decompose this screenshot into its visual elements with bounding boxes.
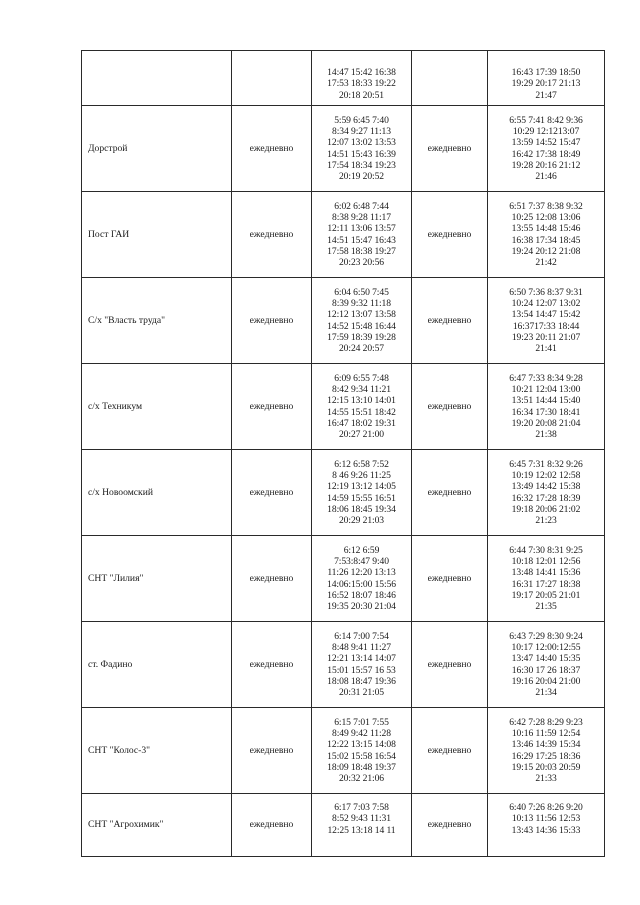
departure-times-line: 18:06 18:45 19:34 <box>327 503 396 515</box>
departure-times-line: 16:32 17:28 18:39 <box>511 492 581 504</box>
days-return-cell: ежедневно <box>412 708 488 794</box>
departure-times-line: 6:47 7:33 8:34 9:28 <box>509 372 583 384</box>
days-forward-cell: ежедневно <box>232 622 312 708</box>
times-return-cell <box>488 794 605 857</box>
schedule-row <box>82 536 605 622</box>
departure-times-line: 12:21 13:14 14:07 <box>327 653 396 665</box>
departure-times-line: 6:51 7:37 8:38 9:32 <box>509 200 583 212</box>
departure-times-line: 13:48 14:41 15:36 <box>511 567 581 579</box>
times-return-cell <box>488 51 605 106</box>
departure-times-line: 14:59 15:55 16:51 <box>327 492 396 504</box>
departure-times-line: 14:55 15:51 18:42 <box>327 406 396 418</box>
schedule-row <box>82 278 605 364</box>
departure-times-line: 20:23 20:56 <box>338 257 384 269</box>
departure-times-line: 13:49 14:42 15:38 <box>511 481 581 493</box>
times-return-cell <box>488 364 605 450</box>
departure-times-line: 10:13 11:56 12:53 <box>511 813 581 825</box>
departure-times-line: 16:38 17:34 18:45 <box>511 234 581 246</box>
departure-times-line: 20:24 20:57 <box>338 343 384 355</box>
departure-times-line: 20:29 21:03 <box>338 515 384 527</box>
departure-times-line: 12:15 13:10 14:01 <box>327 395 396 407</box>
days-return-cell: ежедневно <box>412 794 488 857</box>
times-forward-cell <box>312 192 412 278</box>
days-forward-cell: ежедневно <box>232 278 312 364</box>
days-return-cell <box>412 51 488 106</box>
departure-times-line: 10:24 12:07 13:02 <box>511 297 581 309</box>
days-forward-cell: ежедневно <box>232 450 312 536</box>
departure-times-line: 13:54 14:47 15:42 <box>511 309 581 321</box>
stop-name-cell: Дорстрой <box>82 106 232 192</box>
days-return-cell: ежедневно <box>412 192 488 278</box>
schedule-body <box>82 51 605 857</box>
departure-times-line: 6:50 7:36 8:37 9:31 <box>509 286 583 298</box>
departure-times-line: 14:51 15:47 16:43 <box>327 234 396 246</box>
stop-name-cell: с/х Техникум <box>82 364 232 450</box>
times-forward-cell <box>312 450 412 536</box>
departure-times-line: 14:51 15:43 16:39 <box>327 148 396 160</box>
departure-times-line: 17:58 18:38 19:27 <box>327 245 396 257</box>
departure-times-line: 8:49 9:42 11:28 <box>332 727 391 739</box>
stop-name-cell: СНТ "Агрохимик" <box>82 794 232 857</box>
schedule-row <box>82 794 605 857</box>
departure-times-line: 10:29 12:1213:07 <box>512 125 580 137</box>
departure-times-line: 8:48 9:41 11:27 <box>332 641 391 653</box>
times-forward-cell <box>312 708 412 794</box>
stop-name-cell: СНТ "Колос-3" <box>82 708 232 794</box>
days-return-cell: ежедневно <box>412 536 488 622</box>
stop-name-cell: с/х Новоомский <box>82 450 232 536</box>
departure-times-line: 12:12 13:07 13:58 <box>327 309 396 321</box>
bus-schedule-table <box>81 50 605 857</box>
departure-times-line: 21:35 <box>535 601 557 613</box>
stop-name-cell: СНТ "Лилия" <box>82 536 232 622</box>
days-return-cell: ежедневно <box>412 278 488 364</box>
schedule-row <box>82 364 605 450</box>
stop-name-cell: ст. Фадино <box>82 622 232 708</box>
departure-times-line: 11:26 12:20 13:13 <box>327 567 396 579</box>
departure-times-line: 16:30 17 26 18:37 <box>511 664 581 676</box>
departure-times-line: 5:59 6:45 7:40 <box>334 114 389 126</box>
days-return-cell: ежедневно <box>412 106 488 192</box>
departure-times-line: 13:47 14:40 15:35 <box>511 653 581 665</box>
departure-times-line: 16:29 17:25 18:36 <box>511 750 581 762</box>
departure-times-line: 16:47 18:02 19:31 <box>327 417 396 429</box>
departure-times-line: 8:34 9:27 11:13 <box>332 125 391 137</box>
departure-times-line: 21:46 <box>535 171 557 183</box>
departure-times-line: 19:20 20:08 21:04 <box>511 417 581 429</box>
departure-times-line: 21:33 <box>535 773 557 785</box>
departure-times-line: 6:15 7:01 7:55 <box>334 716 389 728</box>
departure-times-line: 8:38 9:28 11:17 <box>332 211 391 223</box>
times-return-cell <box>488 708 605 794</box>
departure-times-line: 12:19 13:12 14:05 <box>327 481 396 493</box>
departure-times-line: 20:19 20:52 <box>338 171 384 183</box>
departure-times-line: 16:3717:33 18:44 <box>512 320 580 332</box>
departure-times-line: 10:16 11:59 12:54 <box>511 727 581 739</box>
departure-times-line: 14:06:15:00 15:56 <box>327 578 396 590</box>
departure-times-line: 16:52 18:07 18:46 <box>327 589 396 601</box>
departure-times-line: 19:18 20:06 21:02 <box>511 503 581 515</box>
departure-times-line: 14:52 15:48 16:44 <box>327 320 396 332</box>
departure-times-line: 12:25 13:18 14 11 <box>327 824 396 836</box>
schedule-row <box>82 708 605 794</box>
departure-times-line: 13:43 14:36 15:33 <box>511 824 581 836</box>
days-return-cell: ежедневно <box>412 450 488 536</box>
departure-times-line: 19:24 20:12 21:08 <box>511 245 581 257</box>
departure-times-line: 21:38 <box>535 429 557 441</box>
departure-times-line: 6:09 6:55 7:48 <box>334 372 389 384</box>
schedule-row <box>82 106 605 192</box>
schedule-row <box>82 622 605 708</box>
departure-times-line: 19:15 20:03 20:59 <box>511 761 581 773</box>
days-forward-cell: ежедневно <box>232 364 312 450</box>
departure-times-line: 13:51 14:44 15:40 <box>511 395 581 407</box>
departure-times-line: 17:53 18:33 19:22 <box>327 78 396 90</box>
departure-times-line: 19:29 20:17 21:13 <box>511 78 581 90</box>
departure-times-line: 13:46 14:39 15:34 <box>511 739 581 751</box>
departure-times-line: 17:59 18:39 19:28 <box>327 331 396 343</box>
departure-times-line: 13:59 14:52 15:47 <box>511 137 581 149</box>
days-return-cell: ежедневно <box>412 364 488 450</box>
times-forward-cell <box>312 106 412 192</box>
days-forward-cell: ежедневно <box>232 708 312 794</box>
departure-times-line: 6:45 7:31 8:32 9:26 <box>509 458 583 470</box>
departure-times-line: 6:04 6:50 7:45 <box>334 286 389 298</box>
departure-times-line: 8:42 9:34 11:21 <box>332 383 391 395</box>
departure-times-line: 7:53:8:47 9:40 <box>334 555 389 567</box>
departure-times-line: 6:17 7:03 7:58 <box>334 802 389 813</box>
days-forward-cell: ежедневно <box>232 192 312 278</box>
departure-times-line: 8:39 9:32 11:18 <box>332 297 391 309</box>
departure-times-line: 21:42 <box>535 257 557 269</box>
departure-times-line: 18:08 18:47 19:36 <box>327 675 396 687</box>
times-forward-cell <box>312 622 412 708</box>
departure-times-line: 6:42 7:28 8:29 9:23 <box>509 716 583 728</box>
days-forward-cell <box>232 51 312 106</box>
departure-times-line: 6:43 7:29 8:30 9:24 <box>509 630 583 642</box>
departure-times-line: 21:47 <box>535 89 557 101</box>
departure-times-line: 20:31 21:05 <box>338 687 384 699</box>
departure-times-line: 13:55 14:48 15:46 <box>511 223 581 235</box>
departure-times-line: 16:42 17:38 18:49 <box>511 148 581 160</box>
times-return-cell <box>488 450 605 536</box>
departure-times-line: 16:31 17:27 18:38 <box>511 578 581 590</box>
departure-times-line: 20:18 20:51 <box>338 89 384 101</box>
stop-name-cell: С/х "Власть труда" <box>82 278 232 364</box>
departure-times-line: 10:25 12:08 13:06 <box>511 211 581 223</box>
departure-times-line: 14:47 15:42 16:38 <box>327 67 396 79</box>
departure-times-line: 8:52 9:43 11:31 <box>332 813 391 825</box>
departure-times-line: 19:16 20:04 21:00 <box>511 675 581 687</box>
schedule-row <box>82 450 605 536</box>
departure-times-line: 20:32 21:06 <box>338 773 384 785</box>
times-return-cell <box>488 106 605 192</box>
days-forward-cell: ежедневно <box>232 536 312 622</box>
departure-times-line: 10:21 12:04 13:00 <box>511 383 581 395</box>
departure-times-line: 6:55 7:41 8:42 9:36 <box>509 114 583 126</box>
departure-times-line: 10:18 12:01 12:56 <box>511 555 581 567</box>
days-forward-cell: ежедневно <box>232 106 312 192</box>
departure-times-line: 17:54 18:34 19:23 <box>327 159 396 171</box>
stop-name-cell: Пост ГАИ <box>82 192 232 278</box>
times-forward-cell <box>312 278 412 364</box>
times-return-cell <box>488 536 605 622</box>
departure-times-line: 16:34 17:30 18:41 <box>511 406 581 418</box>
departure-times-line: 15:02 15:58 16:54 <box>327 750 396 762</box>
departure-times-line: 10:17 12:00:12:55 <box>511 641 581 653</box>
departure-times-line: 15:01 15:57 16 53 <box>327 664 396 676</box>
departure-times-line: 21:41 <box>535 343 557 355</box>
times-forward-cell <box>312 51 412 106</box>
departure-times-line: 6:40 7:26 8:26 9:20 <box>509 802 583 813</box>
departure-times-line: 6:12 6:58 7:52 <box>334 458 389 470</box>
times-forward-cell <box>312 794 412 857</box>
departure-times-line: 6:44 7:30 8:31 9:25 <box>509 544 583 556</box>
departure-times-line: 16:43 17:39 18:50 <box>511 67 581 79</box>
times-return-cell <box>488 278 605 364</box>
times-return-cell <box>488 192 605 278</box>
times-return-cell <box>488 622 605 708</box>
departure-times-line: 12:11 13:06 13:57 <box>327 223 396 235</box>
departure-times-line: 12:22 13:15 14:08 <box>327 739 396 751</box>
departure-times-line: 6:02 6:48 7:44 <box>334 200 389 212</box>
departure-times-line: 21:23 <box>535 515 557 527</box>
times-forward-cell <box>312 536 412 622</box>
stop-name-cell <box>82 51 232 106</box>
departure-times-line: 19:23 20:11 21:07 <box>511 331 581 343</box>
days-return-cell: ежедневно <box>412 622 488 708</box>
departure-times-line: 6:14 7:00 7:54 <box>334 630 389 642</box>
days-forward-cell: ежедневно <box>232 794 312 857</box>
departure-times-line: 18:09 18:48 19:37 <box>327 761 396 773</box>
departure-times-line: 19:35 20:30 21:04 <box>327 601 396 613</box>
departure-times-line: 20:27 21:00 <box>338 429 384 441</box>
departure-times-line: 12:07 13:02 13:53 <box>327 137 396 149</box>
departure-times-line: 10:19 12:02 12:58 <box>511 469 581 481</box>
departure-times-line: 6:12 6:59 <box>343 544 380 556</box>
departure-times-line: 21:34 <box>535 687 557 699</box>
times-forward-cell <box>312 364 412 450</box>
departure-times-line: 19:28 20:16 21:12 <box>511 159 581 171</box>
departure-times-line: 19:17 20:05 21:01 <box>511 589 581 601</box>
schedule-row <box>82 51 605 106</box>
schedule-row <box>82 192 605 278</box>
departure-times-line: 8 46 9:26 11:25 <box>332 469 391 481</box>
